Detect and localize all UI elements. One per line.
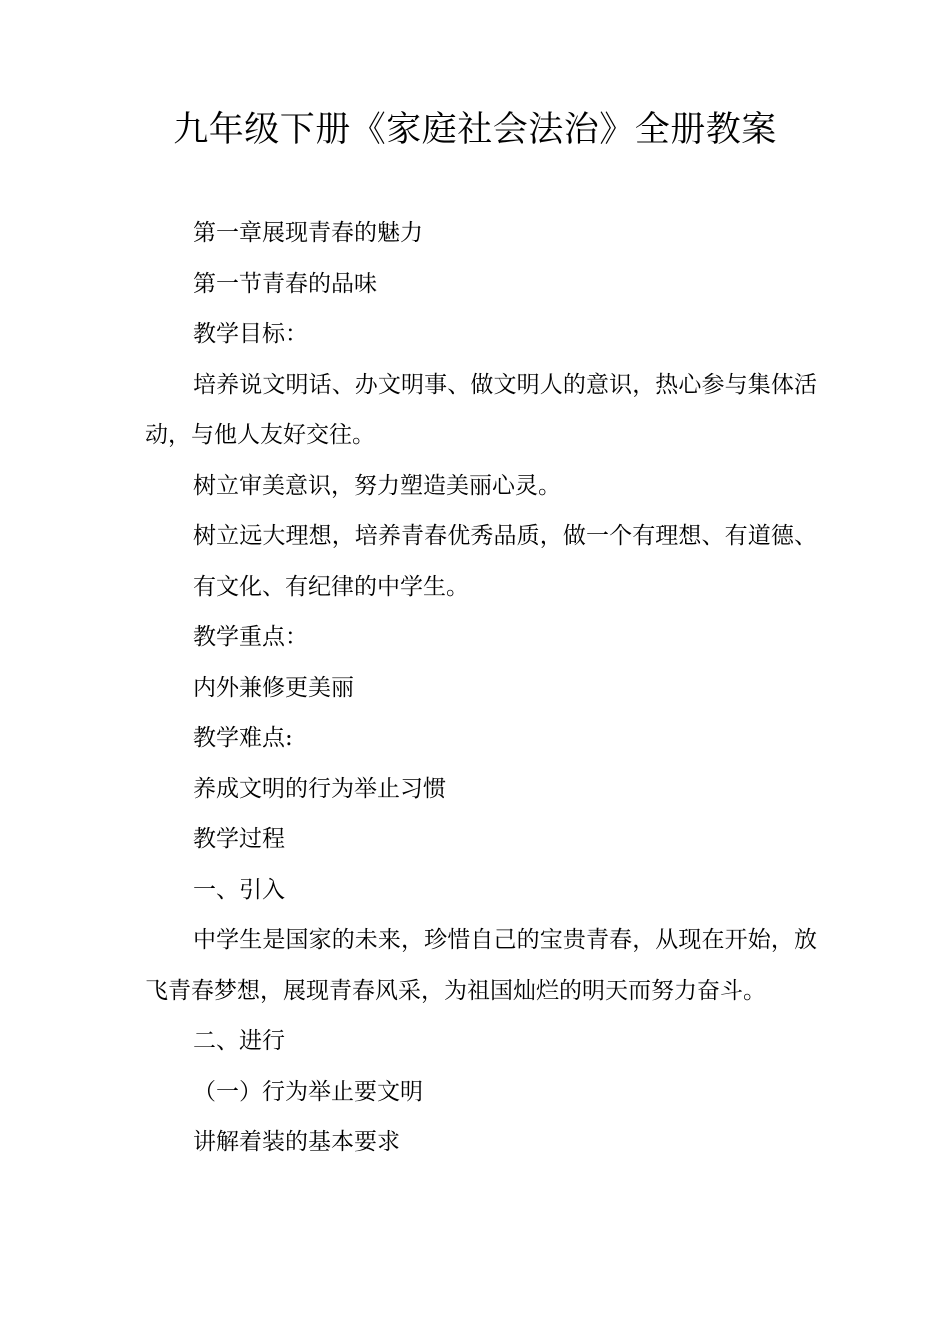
key-point: 内外兼修更美丽 <box>193 674 354 701</box>
step-1-heading: 一、引入 <box>193 876 285 903</box>
teaching-goal-2: 树立审美意识，努力塑造美丽心灵。 <box>193 472 561 499</box>
teaching-goal-3-line-1: 树立远大理想，培养青春优秀品质，做一个有理想、有道德、 <box>193 523 817 549</box>
teaching-goal-1: 培养说文明话、办文明事、做文明人的意识，热心参与集体活动，与他人友好交往。 <box>145 371 817 448</box>
document-title: 九年级下册《家庭社会法治》全册教案 <box>173 110 777 150</box>
teaching-goals-label: 教学目标： <box>193 321 308 347</box>
section-heading: 第一节青春的品味 <box>193 270 377 297</box>
process-label: 教学过程 <box>193 826 285 852</box>
dress-requirements: 讲解着装的基本要求 <box>193 1129 400 1155</box>
key-point-label: 教学重点： <box>193 624 308 650</box>
sub-step-1-heading: （一）行为举止要文明 <box>193 1078 423 1105</box>
chapter-heading: 第一章展现青春的魅力 <box>193 220 423 246</box>
document-body <box>145 208 817 1168</box>
intro-paragraph: 中学生是国家的未来，珍惜自己的宝贵青春，从现在开始，放飞青春梦想，展现青春风采，为祖国灿烂的明天而努力奋斗。 <box>145 927 817 1004</box>
step-2-heading: 二、进行 <box>193 1028 285 1054</box>
difficulty: 养成文明的行为举止习惯 <box>193 775 446 802</box>
difficulty-label: 教学难点: <box>193 725 293 751</box>
teaching-goal-3-line-2: 有文化、有纪律的中学生。 <box>193 573 469 600</box>
